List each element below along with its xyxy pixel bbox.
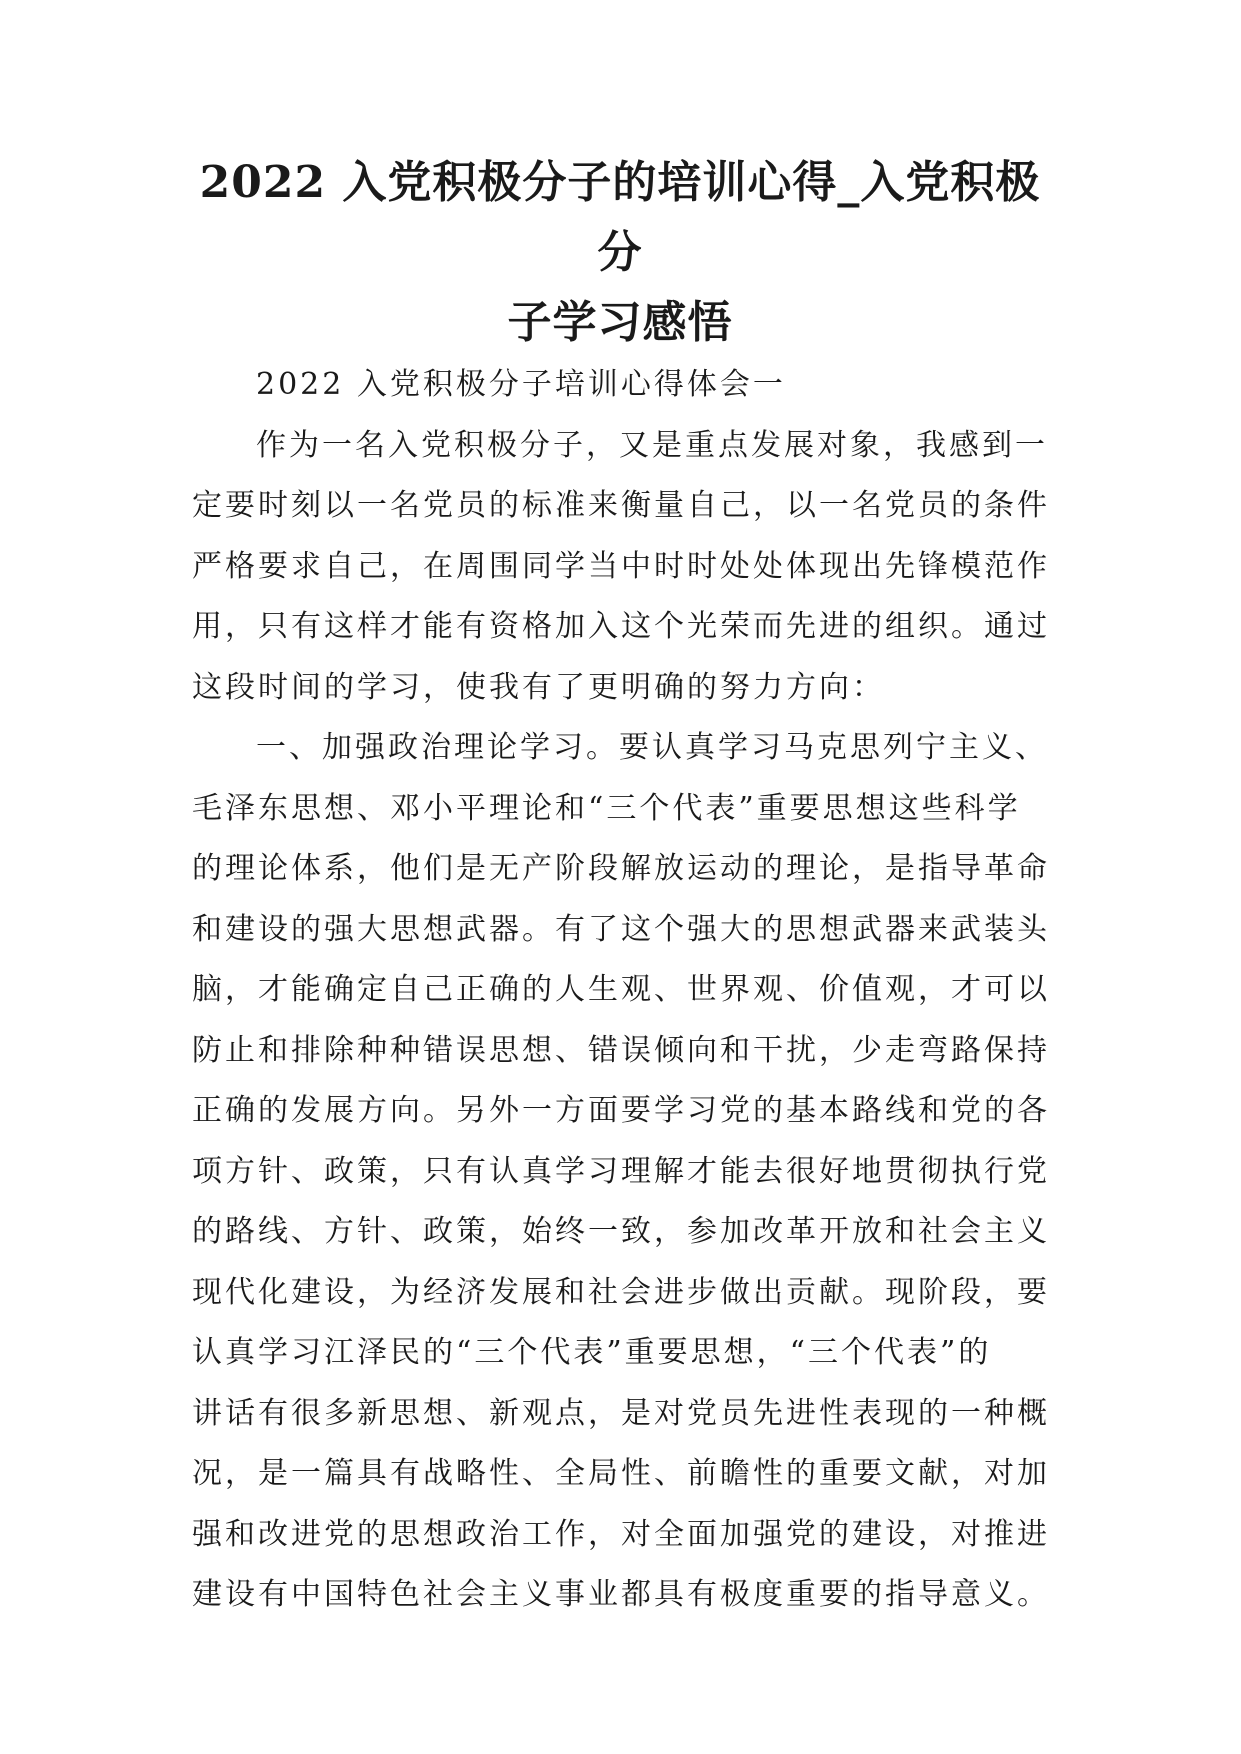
paragraph-line: 建设有中国特色社会主义事业都具有极度重要的指导意义。: [192, 1577, 1050, 1612]
paragraph-line: 毛泽东思想、邓小平理论和“三个代表”重要思想这些科学: [192, 790, 1021, 826]
paragraph-line: 认真学习江泽民的“三个代表”重要思想，“三个代表”的: [192, 1335, 992, 1370]
paragraph-line: 讲话有很多新思想、新观点，是对党员先进性表现的一种概: [192, 1395, 1050, 1431]
paragraph-line: 一、加强政治理论学习。要认真学习马克思列宁主义、: [256, 730, 1048, 765]
title-line-2: 子学习感悟: [507, 297, 733, 348]
paragraph-line: 严格要求自己，在周围同学当中时时处处体现出先锋模范作: [192, 548, 1050, 584]
paragraph-line: 用，只有这样才能有资格加入这个光荣而先进的组织。通过: [192, 609, 1050, 644]
paragraph-line: 况，是一篇具有战略性、全局性、前瞻性的重要文献，对加: [192, 1456, 1050, 1491]
paragraph-line: 的路线、方针、政策，始终一致，参加改革开放和社会主义: [192, 1214, 1050, 1249]
document-title: [180, 148, 1060, 358]
paragraph-line: 项方针、政策，只有认真学习理解才能去很好地贯彻执行党: [192, 1153, 1050, 1189]
paragraph-line: 脑，才能确定自己正确的人生观、世界观、价值观，才可以: [192, 972, 1050, 1007]
paragraph-line: 现代化建设，为经济发展和社会进步做出贡献。现阶段，要: [192, 1274, 1050, 1310]
paragraph-line: 正确的发展方向。另外一方面要学习党的基本路线和党的各: [192, 1093, 1050, 1128]
document-body: [192, 355, 1064, 1626]
paragraph-line: 强和改进党的思想政治工作，对全面加强党的建设，对推进: [192, 1516, 1050, 1552]
paragraph-line: 这段时间的学习，使我有了更明确的努力方向：: [192, 669, 885, 705]
paragraph-line: 的理论体系，他们是无产阶段解放运动的理论，是指导革命: [192, 851, 1050, 886]
section-heading: 2022 入党积极分子培训心得体会一: [256, 367, 786, 402]
paragraph-line: 作为一名入党积极分子，又是重点发展对象，我感到一: [256, 427, 1048, 463]
paragraph-line: 和建设的强大思想武器。有了这个强大的思想武器来武装头: [192, 911, 1050, 947]
title-line-1: 2022 入党积极分子的培训心得_入党积极分: [199, 157, 1041, 278]
paragraph-line: 定要时刻以一名党员的标准来衡量自己，以一名党员的条件: [192, 488, 1050, 523]
paragraph-line: 防止和排除种种错误思想、错误倾向和干扰，少走弯路保持: [192, 1032, 1050, 1068]
